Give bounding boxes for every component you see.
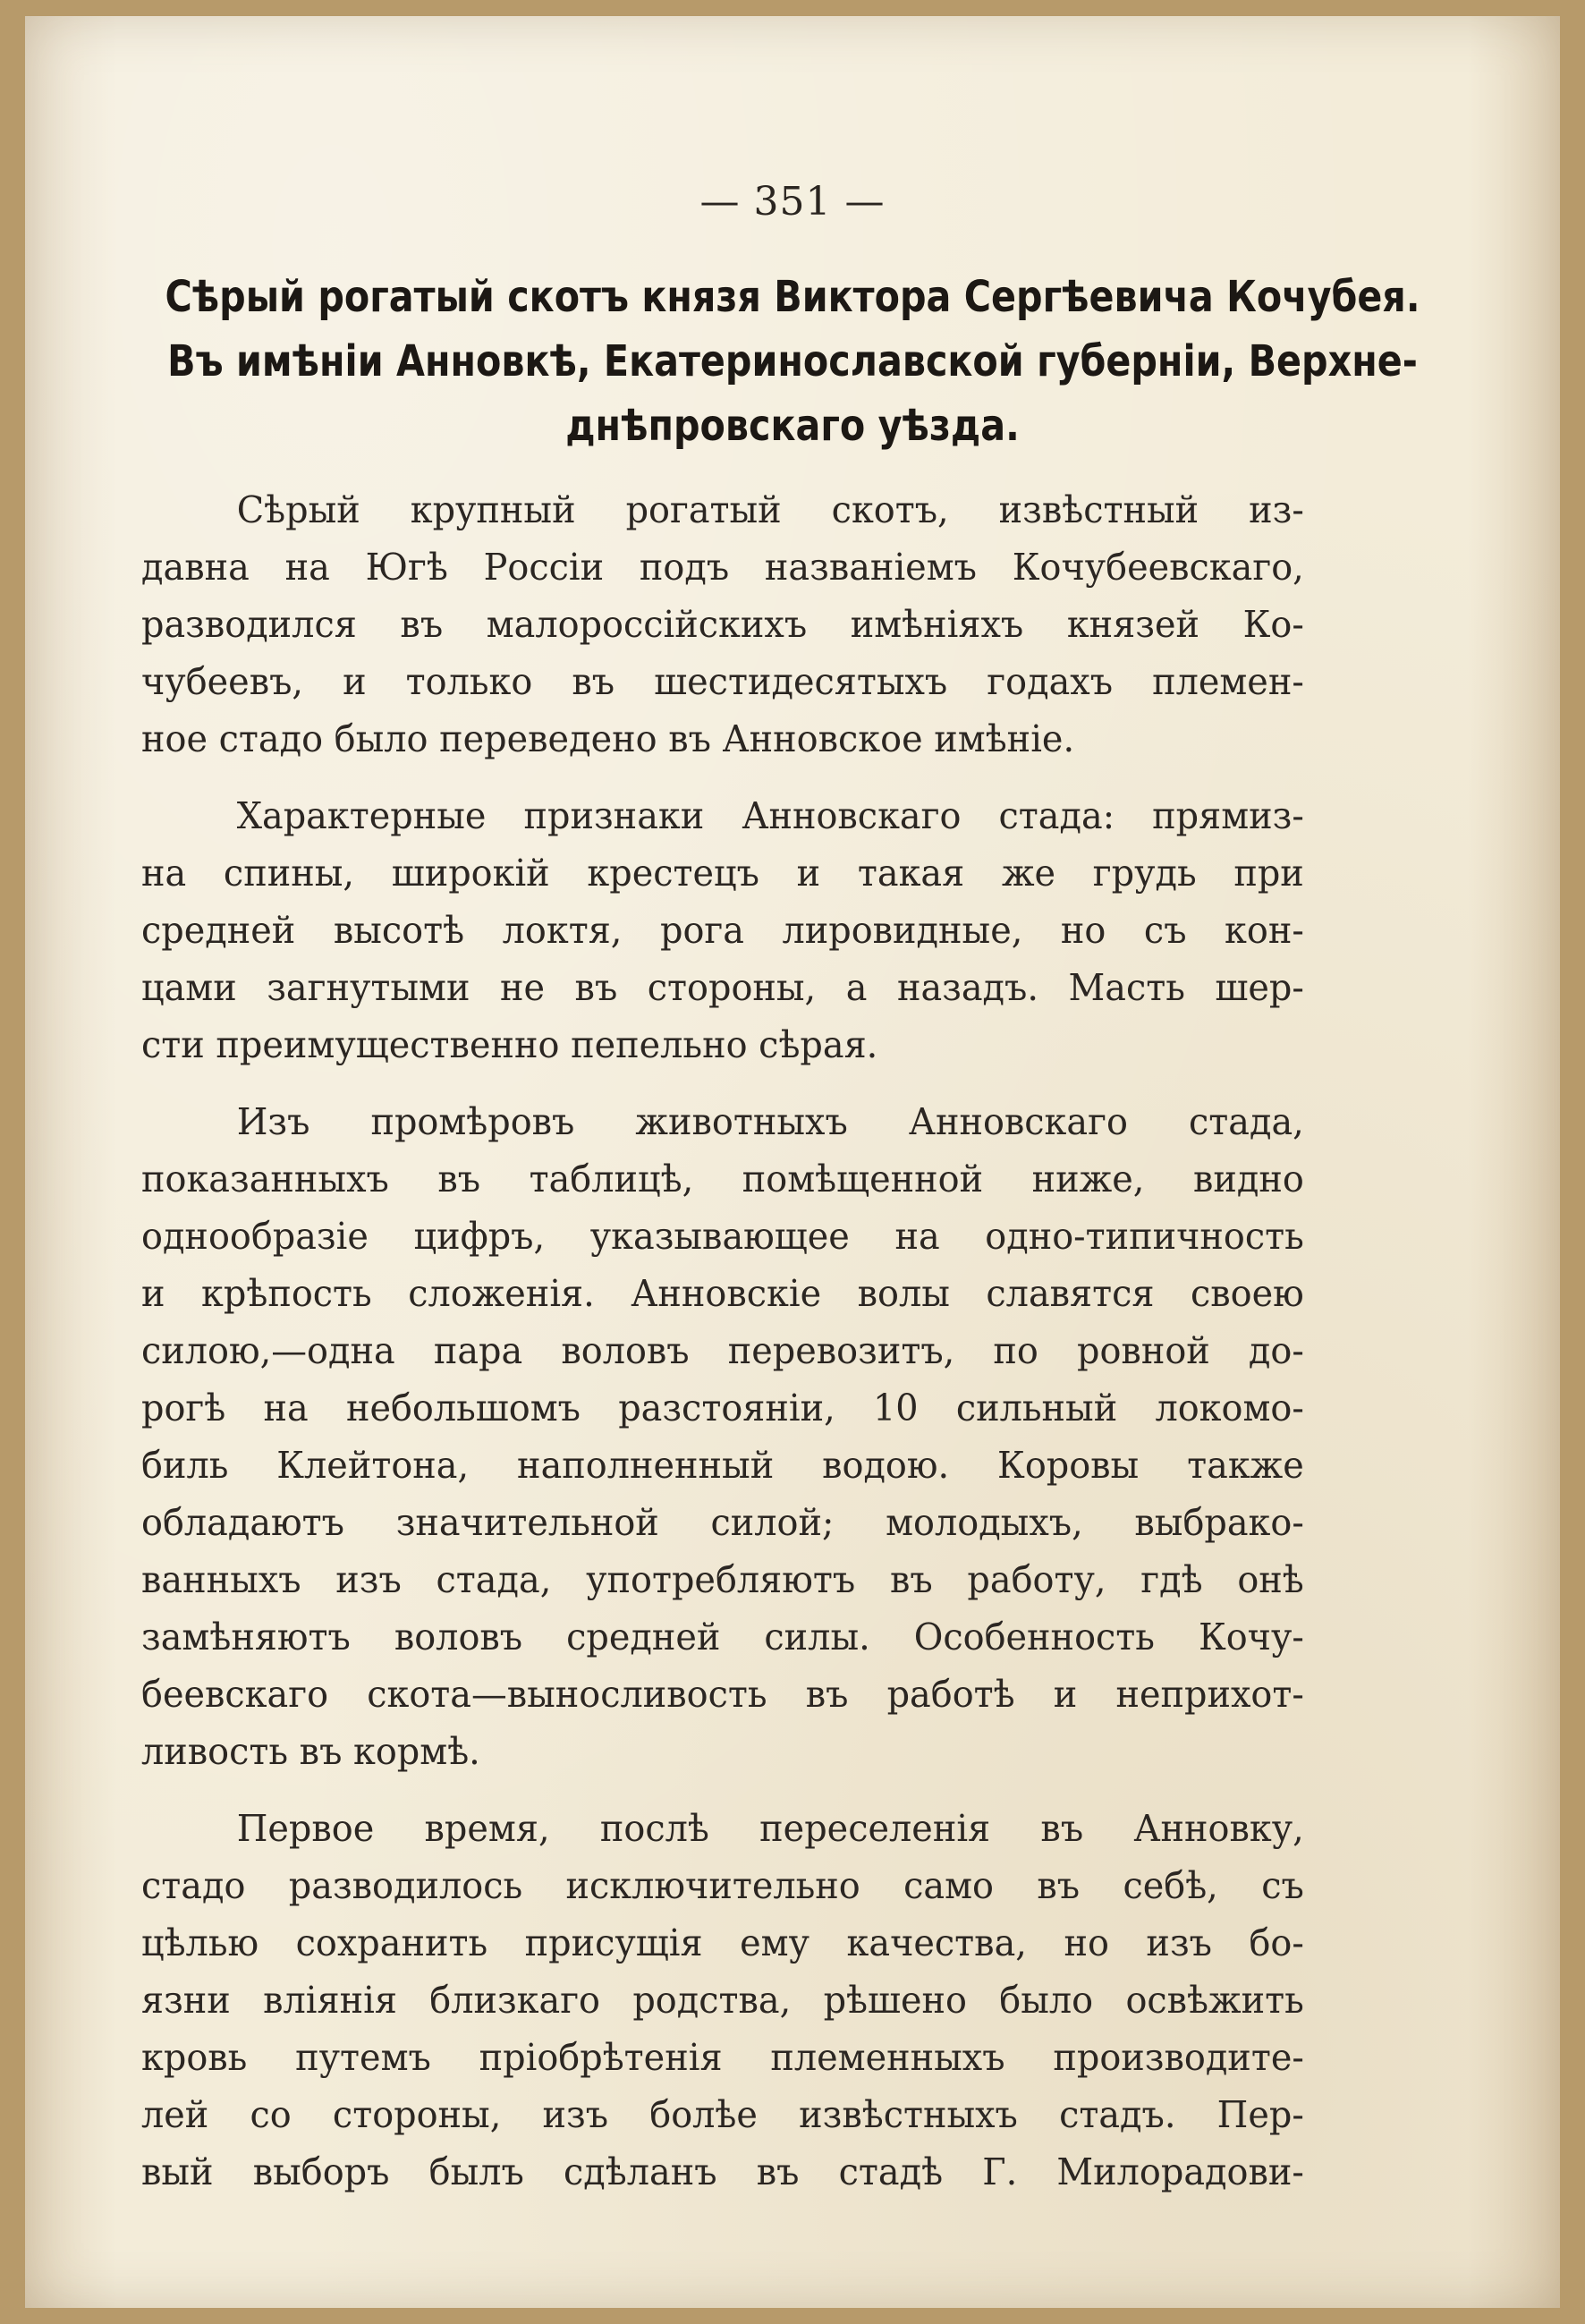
heading-line: Сѣрый рогатый скотъ князя Виктора Сергѣевича Кочубея. [165, 272, 1420, 322]
paragraph [141, 1800, 1304, 2201]
body-text [141, 481, 1304, 2201]
page-number: — 351 — [699, 179, 886, 225]
heading-line: днѣпровскаго уѣзда. [565, 401, 1020, 451]
text-line: Первое время, послѣ переселенія въ Анновку, [236, 1807, 1304, 1850]
text-line: показанныхъ въ таблицѣ, помѣщенной ниже, видно [141, 1158, 1304, 1200]
text-line: стадо разводилось исключительно само въ себѣ, съ [141, 1864, 1304, 1907]
paragraph [141, 481, 1304, 768]
text-line: кровь путемъ пріобрѣтенія племенныхъ производите- [141, 2036, 1304, 2079]
text-line: Характерные признаки Анновскаго стада: прямиз- [236, 794, 1304, 837]
text-line: на спины, широкій крестецъ и такая же грудь при [141, 852, 1304, 895]
text-line: Сѣрый крупный рогатый скотъ, извѣстный из- [236, 488, 1304, 531]
text-line: ванныхъ изъ стада, употребляютъ въ работу, гдѣ онѣ [141, 1558, 1304, 1601]
text-line: ное стадо было переведено въ Анновское имѣніе. [141, 717, 1075, 760]
text-line: средней высотѣ локтя, рога лировидные, но съ кон- [141, 909, 1304, 952]
text-line: замѣняютъ воловъ средней силы. Особенность Кочу- [141, 1616, 1304, 1658]
paragraph [141, 1093, 1304, 1780]
text-line: силою,—одна пара воловъ перевозитъ, по ровной до- [141, 1329, 1304, 1372]
text-line: вый выборъ былъ сдѣланъ въ стадѣ Г. Милорадови- [141, 2150, 1304, 2193]
text-line: разводился въ малороссійскихъ имѣніяхъ князей Ко- [141, 603, 1304, 646]
heading-line: Въ имѣніи Анновкѣ, Екатеринославской губерніи, Верхне- [167, 336, 1418, 386]
text-line: рогѣ на небольшомъ разстояніи, 10 сильный локомо- [141, 1387, 1304, 1429]
text-line: лей со стороны, изъ болѣе извѣстныхъ стадъ. Пер- [141, 2093, 1304, 2136]
text-line: давна на Югѣ Россіи подъ названіемъ Кочубеевскаго, [141, 546, 1304, 589]
paragraph [141, 787, 1304, 1073]
text-line: сти преимущественно пепельно сѣрая. [141, 1023, 878, 1066]
text-line: ливость въ кормѣ. [141, 1730, 480, 1773]
text-line: цѣлью сохранить присущія ему качества, но изъ бо- [141, 1921, 1304, 1964]
text-line: однообразіе цифръ, указывающее на одно-типичность [141, 1215, 1304, 1258]
text-line: цами загнутыми не въ стороны, а назадъ. Масть шер- [141, 966, 1304, 1009]
text-line: язни вліянія близкаго родства, рѣшено было освѣжить [141, 1979, 1304, 2022]
text-line: биль Клейтона, наполненный водою. Коровы также [141, 1444, 1304, 1487]
text-line: беевскаго скота—выносливость въ работѣ и неприхот- [141, 1673, 1304, 1716]
book-page [25, 16, 1560, 2308]
section-heading [132, 265, 1453, 458]
text-line: чубеевъ, и только въ шестидесятыхъ годахъ племен- [141, 660, 1304, 703]
text-line: и крѣпость сложенія. Анновскіе волы славятся своею [141, 1272, 1304, 1315]
text-line: обладаютъ значительной силой; молодыхъ, выбрако- [141, 1501, 1304, 1544]
text-line: Изъ промѣровъ животныхъ Анновскаго стада, [236, 1100, 1304, 1143]
